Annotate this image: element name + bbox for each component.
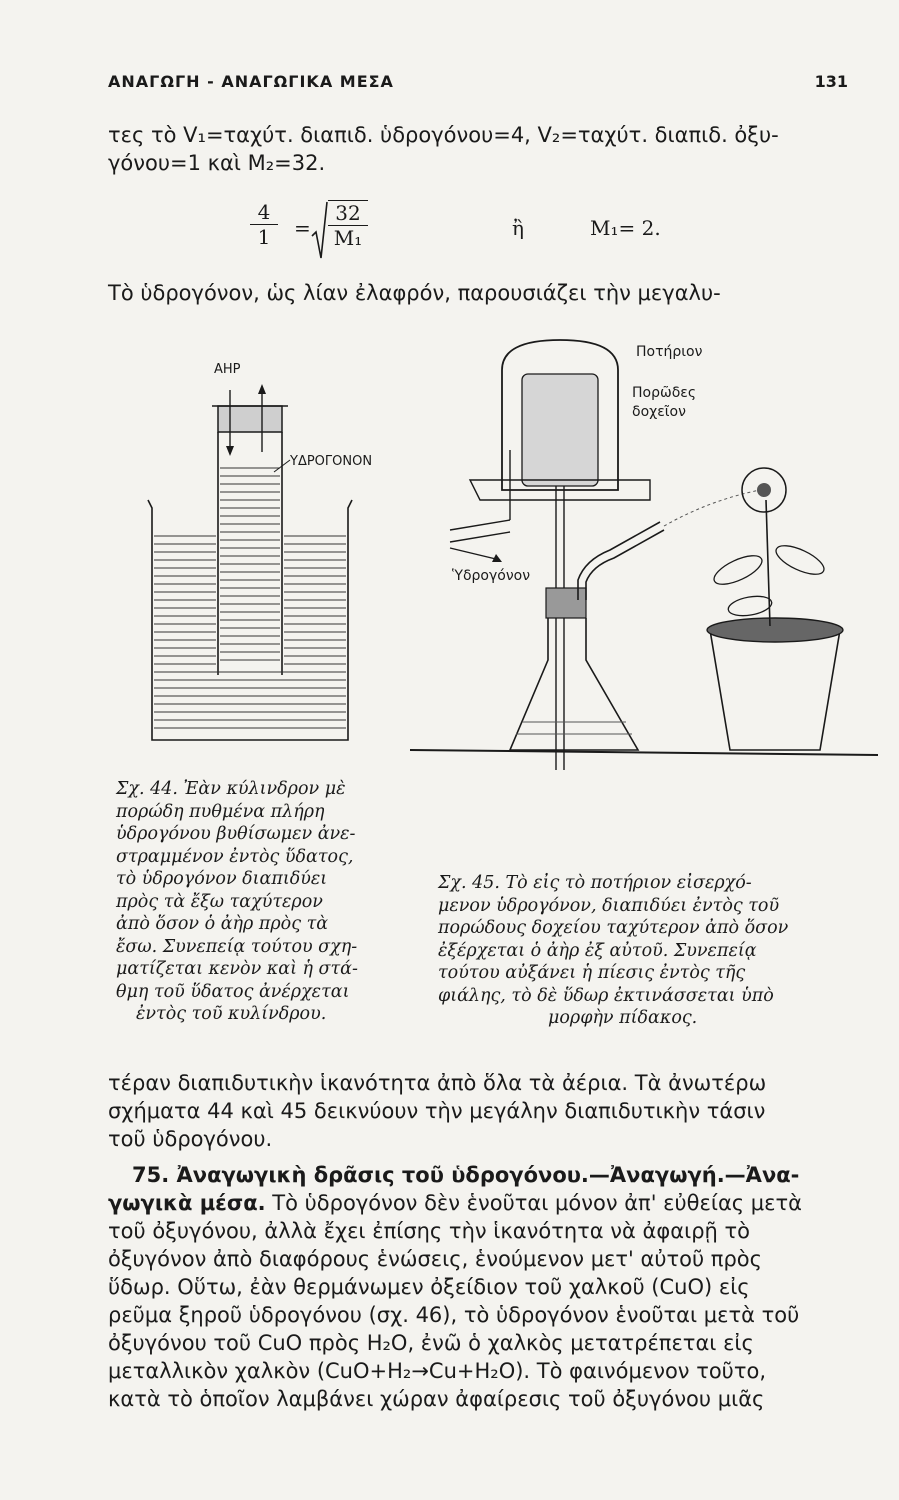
caption45-line: μορφὴν πίδακος. — [548, 1008, 698, 1028]
fig44-label-hydrogen: ΥΔΡΟΓΟΝΟΝ — [290, 454, 373, 469]
section-line: ὀξυγόνον ἀπὸ διαφόρους ἑνώσεις, ἑνούμενον μετ' αὐτοῦ πρὸς — [108, 1247, 762, 1271]
formula-sqrt-denominator: M₁ — [333, 226, 363, 250]
caption44-line: θμη τοῦ ὕδατος ἀνέρχεται — [116, 981, 350, 1002]
section-line: μεταλλικὸν χαλκὸν (CuO+H₂→Cu+H₂O). Τὸ φαινόμενον τοῦτο, — [108, 1359, 767, 1383]
fig45-label-vessel: δοχεῖον — [632, 404, 686, 420]
section-line: κατὰ τὸ ὁποῖον λαμβάνει χώραν ἀφαίρεσις τοῦ ὀξυγόνου μιᾶς — [108, 1387, 765, 1411]
formula-result: M₁= 2. — [590, 216, 661, 240]
section-first-line — [108, 1190, 848, 1216]
caption45-line: μενον ὑδρογόνον, διαπιδύει ἐντὸς τοῦ — [438, 895, 780, 916]
caption44-line: ματίζεται κενὸν καὶ ἡ στά- — [116, 959, 358, 979]
section-heading: 75. Ἀναγωγικὴ δρᾶσις τοῦ ὑδρογόνου.—Ἀναγωγή.—Ἀνα- — [132, 1163, 800, 1187]
caption45-line: Σχ. 45. Τὸ εἰς τὸ ποτήριον εἰσερχό- — [438, 873, 752, 893]
fig45-label-porous: Πορῶδες — [632, 385, 697, 401]
caption45-line: πορώδους δοχείου ταχύτερον ἀπὸ ὅσον — [438, 918, 789, 938]
caption45-line: τούτου αὐξάνει ἡ πίεσις ἐντὸς τῆς — [438, 963, 746, 983]
caption44-line: πρὸς τὰ ἔξω ταχύτερον — [116, 891, 323, 912]
caption44-line: Σχ. 44. Ἐὰν κύλινδρον μὲ — [116, 779, 346, 799]
formula-equals: = — [294, 216, 311, 240]
figure-44-diagram — [140, 360, 360, 750]
formula-or: ἢ — [512, 216, 524, 240]
formula-sqrt-numerator: 32 — [328, 200, 368, 226]
caption44-line: πορώδη πυθμένα πλήρη — [116, 801, 325, 822]
fig45-label-glass: Ποτήριον — [636, 344, 703, 360]
section-line: ὀξυγόνου τοῦ CuO πρὸς H₂O, ἐνῶ ὁ χαλκὸς μετατρέπεται εἰς — [108, 1331, 754, 1355]
formula-lhs-denominator: 1 — [257, 225, 271, 249]
intro-line-1: τες τὸ V₁=ταχύτ. διαπιδ. ὑδρογόνου=4, V₂=ταχύτ. διαπιδ. ὀξυ- — [108, 123, 779, 147]
figure-44-caption — [116, 778, 358, 1026]
body-line-3: τοῦ ὑδρογόνου. — [108, 1127, 273, 1151]
caption44-line: ἀπὸ ὅσον ὁ ἀὴρ πρὸς τὰ — [116, 914, 329, 934]
caption45-line: φιάλης, τὸ δὲ ὕδωρ ἐκτινάσσεται ὑπὸ — [438, 985, 774, 1006]
body-line-1: τέραν διαπιδυτικὴν ἱκανότητα ἀπὸ ὅλα τὰ ἀέρια. Τὰ ἀνωτέρω — [108, 1071, 767, 1095]
section-first-line-text: Τὸ ὑδρογόνον δὲν ἑνοῦται μόνον ἀπ' εὐθείας μετὰ — [265, 1191, 803, 1215]
fig44-label-air: ΑΗΡ — [214, 362, 241, 377]
formula-lhs-fraction — [250, 200, 278, 249]
line-after-formula: Τὸ ὑδρογόνον, ὡς λίαν ἐλαφρόν, παρουσιάζει τὴν μεγαλυ- — [108, 281, 721, 305]
page-number: 131 — [814, 72, 848, 91]
formula-sqrt-fraction — [328, 200, 368, 250]
caption45-line: ἐξέρχεται ὁ ἀὴρ ἐξ αὐτοῦ. Συνεπείᾳ — [438, 940, 757, 961]
section-line: ὕδωρ. Οὕτω, ἐὰν θερμάνωμεν ὀξείδιον τοῦ χαλκοῦ (CuO) εἰς — [108, 1275, 750, 1299]
running-head: ΑΝΑΓΩΓΗ - ΑΝΑΓΩΓΙΚΑ ΜΕΣΑ — [108, 72, 394, 91]
caption44-line: ἔσω. Συνεπείᾳ τούτου σχη- — [116, 936, 358, 957]
fig45-label-hydrogen: Ὑδρογόνον — [452, 568, 531, 584]
body-line-2: σχήματα 44 καὶ 45 δεικνύουν τὴν μεγάλην διαπιδυτικὴν τάσιν — [108, 1099, 766, 1123]
diffusion-formula — [250, 200, 730, 270]
sqrt-sign-icon — [310, 200, 328, 260]
caption44-line: στραμμένον ἐντὸς ὕδατος, — [116, 846, 354, 867]
section-heading-continued: γωγικὰ μέσα. — [108, 1191, 266, 1215]
section-line: ρεῦμα ξηροῦ ὑδρογόνου (σχ. 46), τὸ ὑδρογόνον ἑνοῦται μετὰ τοῦ — [108, 1303, 800, 1327]
caption44-line: ἐντὸς τοῦ κυλίνδρου. — [136, 1004, 327, 1024]
caption44-line: τὸ ὑδρογόνον διαπιδύει — [116, 869, 328, 889]
caption44-line: ὑδρογόνου βυθίσωμεν ἀνε- — [116, 824, 356, 844]
intro-line-2: γόνου=1 καὶ M₂=32. — [108, 151, 326, 175]
section-line: τοῦ ὀξυγόνου, ἀλλὰ ἔχει ἐπίσης τὴν ἱκανότητα νὰ ἀφαιρῇ τὸ — [108, 1219, 751, 1243]
page-header — [108, 72, 848, 96]
formula-lhs-numerator: 4 — [250, 200, 278, 225]
figure-45-caption — [438, 872, 788, 1030]
